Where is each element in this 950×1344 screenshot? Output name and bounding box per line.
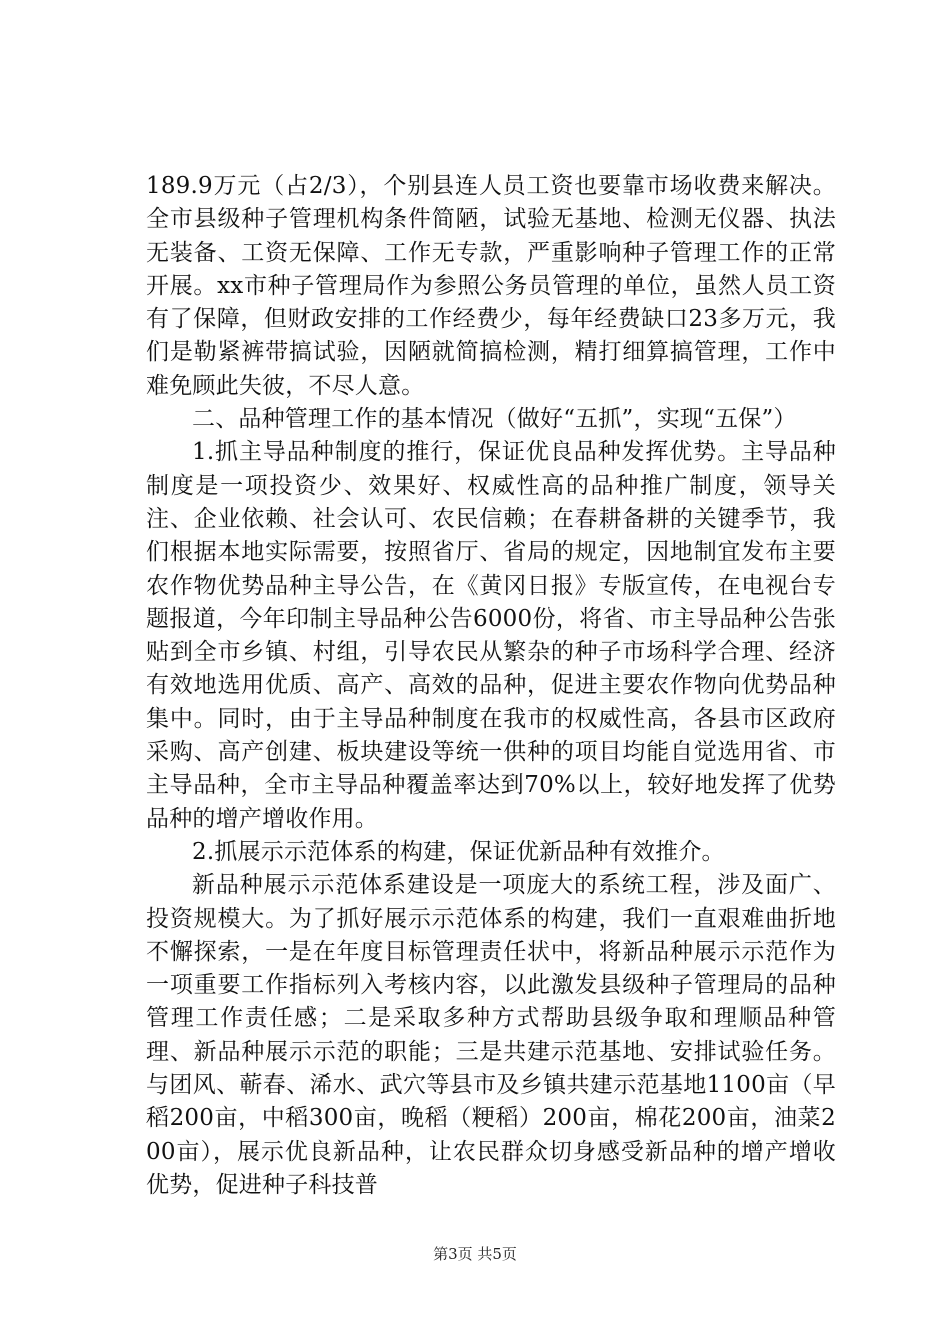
document-body <box>146 170 836 1202</box>
page-number-footer: 第3页 共5页 <box>433 1245 517 1263</box>
paragraph-demonstration-system: 新品种展示示范体系建设是一项庞大的系统工程，涉及面广、投资规模大。为了抓好展示示范体系的构建，我们一直艰难曲折地不懈探索，一是在年度目标管理责任状中，将新品种展示示范作为一项重要工作指标列入考核内容，以此激发县级种子管理局的品种管理工作责任感；二是采取多种方式帮助县级争取和理顺品种管理、新品种展示示范的职能；三是共建示范基地、安排试验任务。与团风、蕲春、浠水、武穴等县市及乡镇共建示范基地1100亩（早稻200亩，中稻300亩，晚稻（粳稻）200亩，棉花200亩，油菜200亩），展示优良新品种，让农民群众切身感受新品种的增产增收优势，促进种子科技普 <box>146 872 836 1198</box>
paragraph-leading-variety-system: 1.抓主导品种制度的推行，保证优良品种发挥优势。主导品种制度是一项投资少、效果好、权威性高的品种推广制度，领导关注、企业依赖、社会认可、农民信赖；在春耕备耕的关键季节，我们根据本地实际需要，按照省厅、省局的规定，因地制宜发布主要农作物优势品种主导公告，在《黄冈日报》专版宣传，在电视台专题报道，今年印制主导品种公告6000份，将省、市主导品种公告张贴到全市乡镇、村组，引导农民从繁杂的种子市场科学合理、经济有效地选用优质、高产、高效的品种，促进主要农作物向优势品种集中。同时，由于主导品种制度在我市的权威性高，各县市区政府采购、高产创建、板块建设等统一供种的项目均能自觉选用省、市主导品种，全市主导品种覆盖率达到70%以上，较好地发挥了优势品种的增产增收作用。 <box>146 439 836 832</box>
section-heading-variety-management: 二、品种管理工作的基本情况（做好“五抓”，实现“五保”） <box>192 406 797 433</box>
paragraph-demonstration-system-heading: 2.抓展示示范体系的构建，保证优新品种有效推介。 <box>192 838 725 865</box>
paragraph-funding-shortage: 189.9万元（占2/3），个别县连人员工资也要靠市场收费来解决。全市县级种子管理机构条件简陋，试验无基地、检测无仪器、执法无装备、工资无保障、工作无专款，严重影响种子管理工作的正常开展。xx市种子管理局作为参照公务员管理的单位，虽然人员工资有了保障，但财政安排的工作经费少，每年经费缺口23多万元，我们是勒紧裤带搞试验，因陋就简搞检测，精打细算搞管理，工作中难免顾此失彼，不尽人意。 <box>146 173 836 399</box>
